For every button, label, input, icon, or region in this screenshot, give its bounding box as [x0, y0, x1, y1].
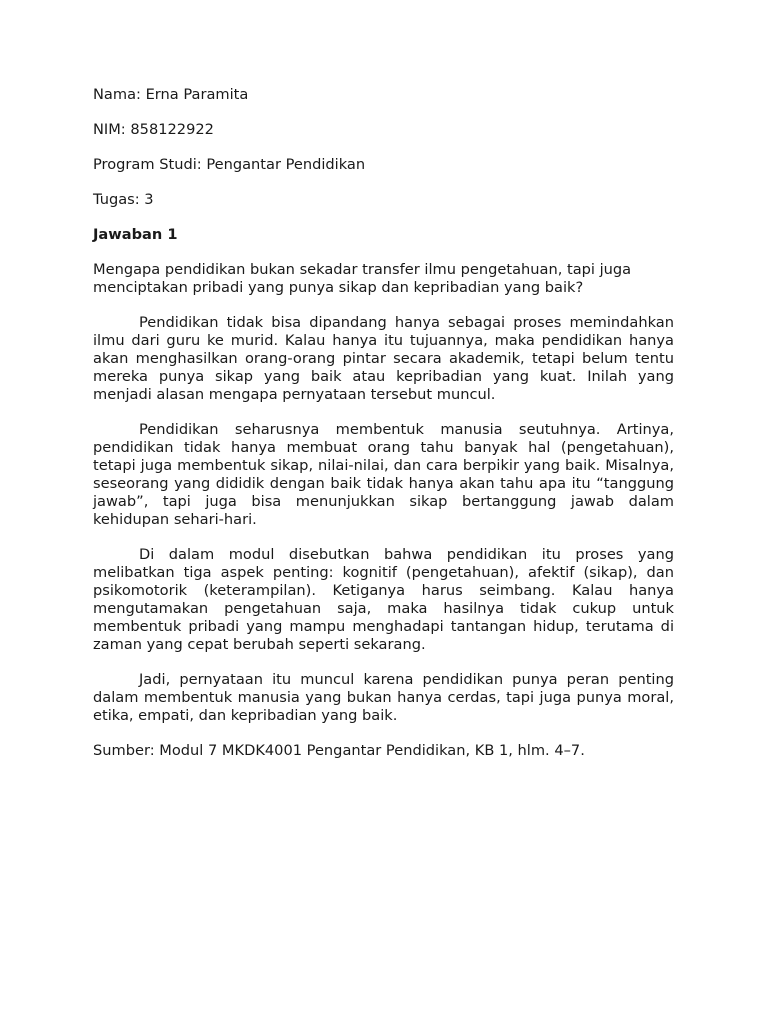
study-program: Program Studi: Pengantar Pendidikan — [93, 156, 366, 173]
source-citation: Sumber: Modul 7 MKDK4001 Pengantar Pendidikan, KB 1, hlm. 4–7. — [93, 742, 585, 759]
answer-paragraph-1: Pendidikan tidak bisa dipandang hanya sebagai proses memindahkan ilmu dari guru ke murid. Kalau hanya itu tujuannya, maka pendidikan hanya akan menghasilkan orang-orang pintar secara akademik, tetapi belum tentu mereka punya sikap yang baik atau kepribadian yang kuat. Inilah yang menjadi alasan mengapa pernyataan tersebut muncul. — [93, 314, 674, 403]
answer-paragraph-3: Di dalam modul disebutkan bahwa pendidikan itu proses yang melibatkan tiga aspek penting: kognitif (pengetahuan), afektif (sikap), dan psikomotorik (keterampilan). Ketiganya harus seimbang. Kalau hanya mengutamakan pengetahuan saja, maka hasilnya tidak cukup untuk membentuk pribadi yang mampu menghadapi tantangan hidup, terutama di zaman yang cepat berubah seperti sekarang. — [93, 546, 674, 653]
answer-heading: Jawaban 1 — [93, 226, 178, 243]
answer-paragraph-4: Jadi, pernyataan itu muncul karena pendidikan punya peran penting dalam membentuk manusia yang bukan hanya cerdas, tapi juga punya moral, etika, empati, dan kepribadian yang baik. — [93, 671, 674, 724]
assignment-number: Tugas: 3 — [93, 191, 154, 208]
student-name: Nama: Erna Paramita — [93, 86, 249, 103]
student-nim: NIM: 858122922 — [93, 121, 214, 138]
question-text: Mengapa pendidikan bukan sekadar transfer ilmu pengetahuan, tapi juga menciptakan pribadi yang punya sikap dan kepribadian yang baik? — [93, 261, 632, 296]
document-body — [93, 86, 674, 760]
answer-paragraph-2: Pendidikan seharusnya membentuk manusia seutuhnya. Artinya, pendidikan tidak hanya membuat orang tahu banyak hal (pengetahuan), tetapi juga membentuk sikap, nilai-nilai, dan cara berpikir yang baik. Misalnya, seseorang yang dididik dengan baik tidak hanya akan tahu apa itu “tanggung jawab”, tapi juga bisa menunjukkan sikap bertanggung jawab dalam kehidupan sehari-hari. — [93, 421, 674, 528]
